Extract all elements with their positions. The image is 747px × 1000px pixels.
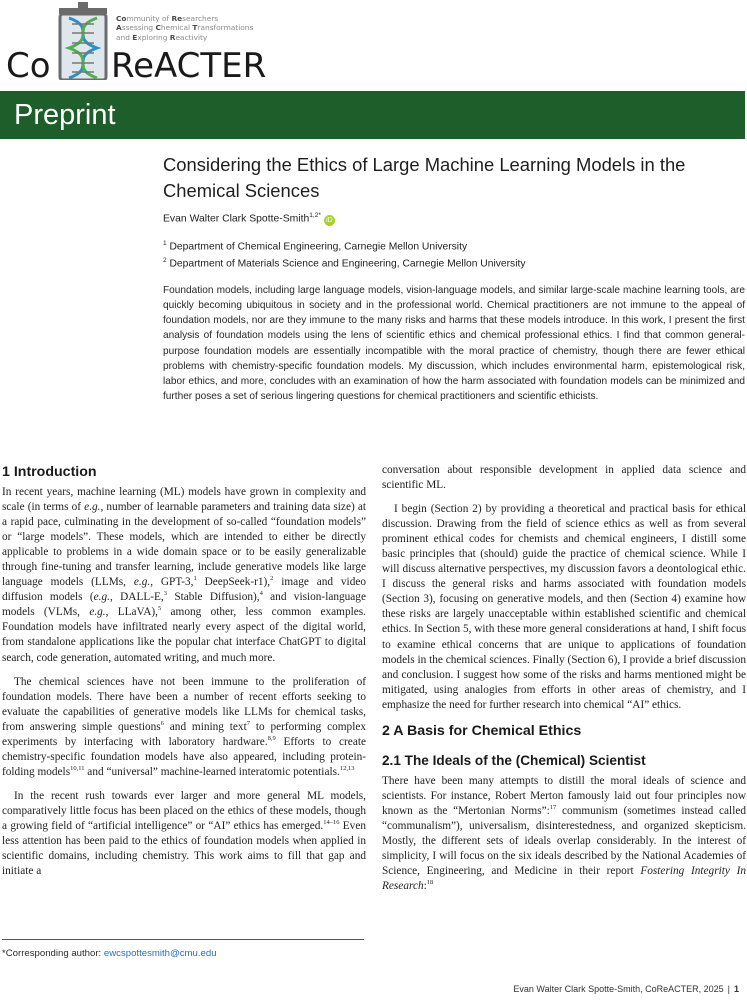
intro-paragraph-1: In recent years, machine learning (ML) models have grown in complexity and scale (in terms of e.g., number of learnable parameters and training data size) at a rapid pace, culminating in the development of so-called “foundation models” or “large models”. These models, which are intended to either be directly applicable to problems in a wide domain space or to be easily generalizable through fine-tuning and transfer learning, include generative models like large language models (LLMs, e.g., GPT-3,$^1$ DeepSeek-r1),$^2$ image and video diffusion models (e.g., DALL-E,$^3$ Stable Diffusion),$^4$ and vision-language models (VLMs, e.g., LLaVA),$^5$ among other, less common examples. Foundation models have infiltrated nearly every aspect of the digital world, from standalone applications like the popular chat interface ChatGPT to digital search, code generation, automated writing, and much more. (2, 486, 367, 664)
citation-ref: 1 (193, 575, 197, 583)
citation-ref: 18 (426, 879, 434, 887)
affiliation-2: $^2$ Department of Materials Science and Engineering, Carnegie Mellon University (163, 257, 526, 270)
logo-wordmark-left: Co (6, 46, 51, 86)
author-affil-markers: 1,2* (309, 212, 321, 219)
logo-wordmark-right: ReACTER (111, 46, 267, 86)
author-email-link[interactable]: ewcspottesmith@cmu.edu (103, 948, 217, 959)
author-name: Evan Walter Clark Spotte-Smith (163, 213, 310, 225)
intro-paragraph-4: I begin (Section 2) by providing a theoretical and practical basis for ethical discussion. Drawing from the field of science ethics as well as from several prominent ethical codes for chemists and chemical engineers, I distill some basic principles that (should) guide the practice of chemical science. While I will discuss alternative perspectives, my discussion favors a deontological ethic. I discuss the general risks and harms associated with foundation models (Section 3), focusing on generative models, and then (Section 4) examine how these risks are largely unacceptable within established scientific and chemical ethics. In Section 5, with these more general considerations at hand, I shift focus to examine ethical concerns that are unique to applications of foundation models in the chemical sciences. Finally (Section 6), I provide a brief discussion and conclusion. I suggest how some of the risks and harms mentioned might be mitigated, using analogies from efforts in other areas of chemistry, and I emphasize the need for further research into chemical “AI” ethics. (382, 503, 746, 711)
page-number: 1 (733, 984, 739, 994)
author-line (163, 212, 335, 226)
citation-ref: 8,9 (267, 734, 276, 742)
affiliation-1: $^1$ Department of Chemical Engineering, Carnegie Mellon University (163, 240, 468, 253)
citation-ref: 10,11 (70, 765, 85, 773)
footer-citation: Evan Walter Clark Spotte-Smith, CoReACTER, 2025 (513, 984, 724, 994)
corresponding-author-footnote: *Corresponding author: ewcspottesmith@cmu.edu (2, 948, 217, 959)
subsection-heading-ideals: 2.1 The Ideals of the (Chemical) Scientist (382, 752, 646, 768)
intro-paragraph-3: In the recent rush towards ever larger and more general ML models, comparatively little focus has been placed on the ethics of these models, though a growing field of “artificial intelligence” or “AI” ethics has emerged.$^{14-16}$ Even less attention has been paid to the ethics of foundation models when applied in scientific domains, including chemistry. This work aims to fill that gap and initiate a (2, 789, 366, 878)
page-footer: Evan Walter Clark Spotte-Smith, CoReACTER, 2025 | 1 (513, 984, 739, 994)
left-column (2, 463, 366, 888)
intro-paragraph-2: The chemical sciences have not been immune to the proliferation of foundation models. There have been a number of recent efforts seeking to evaluate the capabilities of generative models like LLMs for chemical tasks, from answering simple questions$^6$ and mining text$^7$ to performing complex experiments by interfacing with laboratory hardware.$^{8,9}$ Efforts to create chemistry-specific foundation models have also appeared, including protein-folding models$^{10,11}$ and “universal” machine-learned interatomic potentials.$^{12,13}$ (2, 675, 366, 778)
preprint-banner (0, 91, 745, 139)
footnote-divider (2, 939, 364, 940)
preprint-label: Preprint (14, 99, 116, 131)
orcid-icon[interactable]: iD (324, 215, 335, 226)
citation-ref: 14–16 (323, 819, 340, 827)
citation-ref: 3 (163, 590, 167, 598)
paper-title: Considering the Ethics of Large Machine Learning Models in the Chemical Sciences (163, 154, 686, 201)
tagline-line-1: Community of Researchers (116, 14, 219, 23)
intro-paragraph-3-continued: conversation about responsible development in applied data science and scientific ML. (382, 464, 746, 492)
report-title: Fostering Integrity In Research (382, 865, 746, 893)
tagline-line-3: and Exploring Reactivity (116, 32, 208, 42)
citation-ref: 6 (160, 719, 164, 727)
tagline-line-2: Assessing Chemical Transformations (116, 23, 254, 33)
section-heading-basis: 2 A Basis for Chemical Ethics (382, 722, 582, 739)
reactor-logo-icon (57, 2, 109, 80)
citation-ref: 17 (549, 804, 557, 812)
citation-ref: 5 (158, 605, 162, 613)
right-column (382, 463, 746, 903)
citation-ref: 12,13 (339, 765, 355, 773)
citation-ref: 2 (270, 575, 274, 583)
logo-tagline (116, 14, 253, 42)
section-2-paragraph-1: There have been many attempts to distill the moral ideals of science and scientists. For instance, Robert Merton famously laid out four principles now known as the “Mertonian Norms”:$^{17}$ communism (sometimes instead called “communalism”), universalism, disinterestedness, and organized skepticism. Mostly, the different sets of ideals overlap considerably. In the interest of simplicity, I will focus on the six ideals described by the National Academies of Science, Engineering, and Medicine in their report Fostering Integrity In Research:$^{18}$ (382, 774, 746, 893)
citation-ref: 4 (259, 590, 263, 598)
citation-ref: 7 (246, 719, 250, 727)
section-heading-introduction: 1 Introduction (2, 464, 97, 480)
abstract: Foundation models, including large language models, vision-language models, and similar large-scale machine learning tools, are quickly becoming ubiquitous in society and in the professional world. Chemical practitioners are not immune to the appeal of foundation models, nor are they immune to the many risks and harms that these models introduce. In this work, I present the first analysis of foundation models using the lens of scientific ethics and chemical professional ethics. I find that common general-purpose foundation models are essentially incompatible with the moral practice of chemistry, though there are fewer ethical problems with chemistry-specific foundation models. My discussion, which includes environmental harm, epistemological risk, labor ethics, and more, concludes with an examination of how the harm associated with foundation models can be minimized and further poses a set of serious lingering questions for chemical practitioners and scientific ethicists. (163, 285, 745, 403)
